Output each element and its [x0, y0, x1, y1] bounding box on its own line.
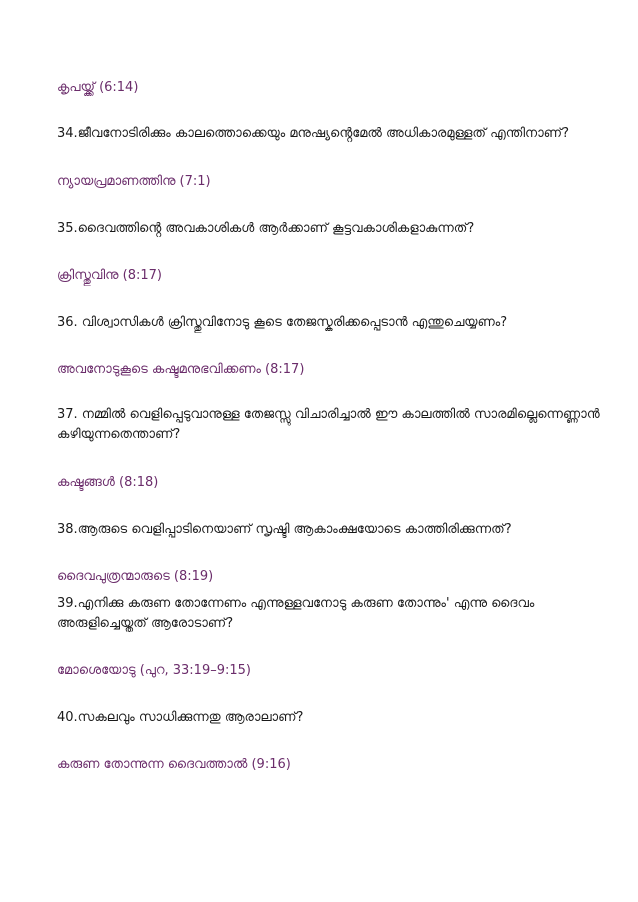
question-text: 35.ദൈവത്തിൻ്റെ അവകാശികൾ ആർക്കാണ് കൂട്ടവകാശികളാകുന്നത്? — [57, 221, 475, 236]
answer-text: ന്യായപ്രമാണത്തിനു (7:1) — [57, 174, 211, 189]
question-text: 36. വിശ്വാസികൾ ക്രിസ്തുവിനോടു കൂടെ തേജസ്കരിക്കപ്പെടാൻ എന്തുചെയ്യണം? — [57, 315, 508, 330]
question-text: 39.എനിക്കു കരുണ തോന്നേണം എന്നുള്ളവനോടു കരുണ തോന്നും' എന്നു ദൈവം അരുളിച്ചെയ്തത് ആരോടാണ്? — [57, 596, 535, 631]
answer-text: കരുണ തോന്നുന്ന ദൈവത്താൽ (9:16) — [57, 757, 291, 772]
question-text: 37. നമ്മിൽ വെളിപ്പെടുവാനുള്ള തേജസ്സു വിചാരിച്ചാൽ ഈ കാലത്തിൽ സാരമില്ലെന്നെണ്ണാൻ കഴിയുന്നതെന്താണ്? — [57, 407, 600, 442]
answer-text: ദൈവപുത്രന്മാരുടെ (8:19) — [57, 569, 214, 584]
answer-text: മോശെയോടു (പുറ, 33:19–9:15) — [57, 663, 251, 678]
question-text: 38.ആരുടെ വെളിപ്പാടിനെയാണ് സൃഷ്ടി ആകാംക്ഷയോടെ കാത്തിരിക്കുന്നത്? — [57, 522, 512, 537]
question-text: 34.ജീവനോടിരിക്കും കാലത്തൊക്കെയും മനുഷ്യൻ്റെമേൽ അധികാരമുള്ളത് എന്തിനാണ്? — [57, 126, 569, 141]
answer-text: കൃപയ്ക്ക് (6:14) — [57, 80, 139, 95]
question-text: 40.സകലവും സാധിക്കുന്നതു ആരാലാണ്? — [57, 710, 304, 725]
answer-text: ക്രിസ്തുവിനു (8:17) — [57, 268, 162, 283]
answer-text: അവനോടുകൂടെ കഷ്ടമനുഭവിക്കണം (8:17) — [57, 362, 305, 377]
answer-text: കഷ്ടങ്ങൾ (8:18) — [57, 475, 159, 490]
